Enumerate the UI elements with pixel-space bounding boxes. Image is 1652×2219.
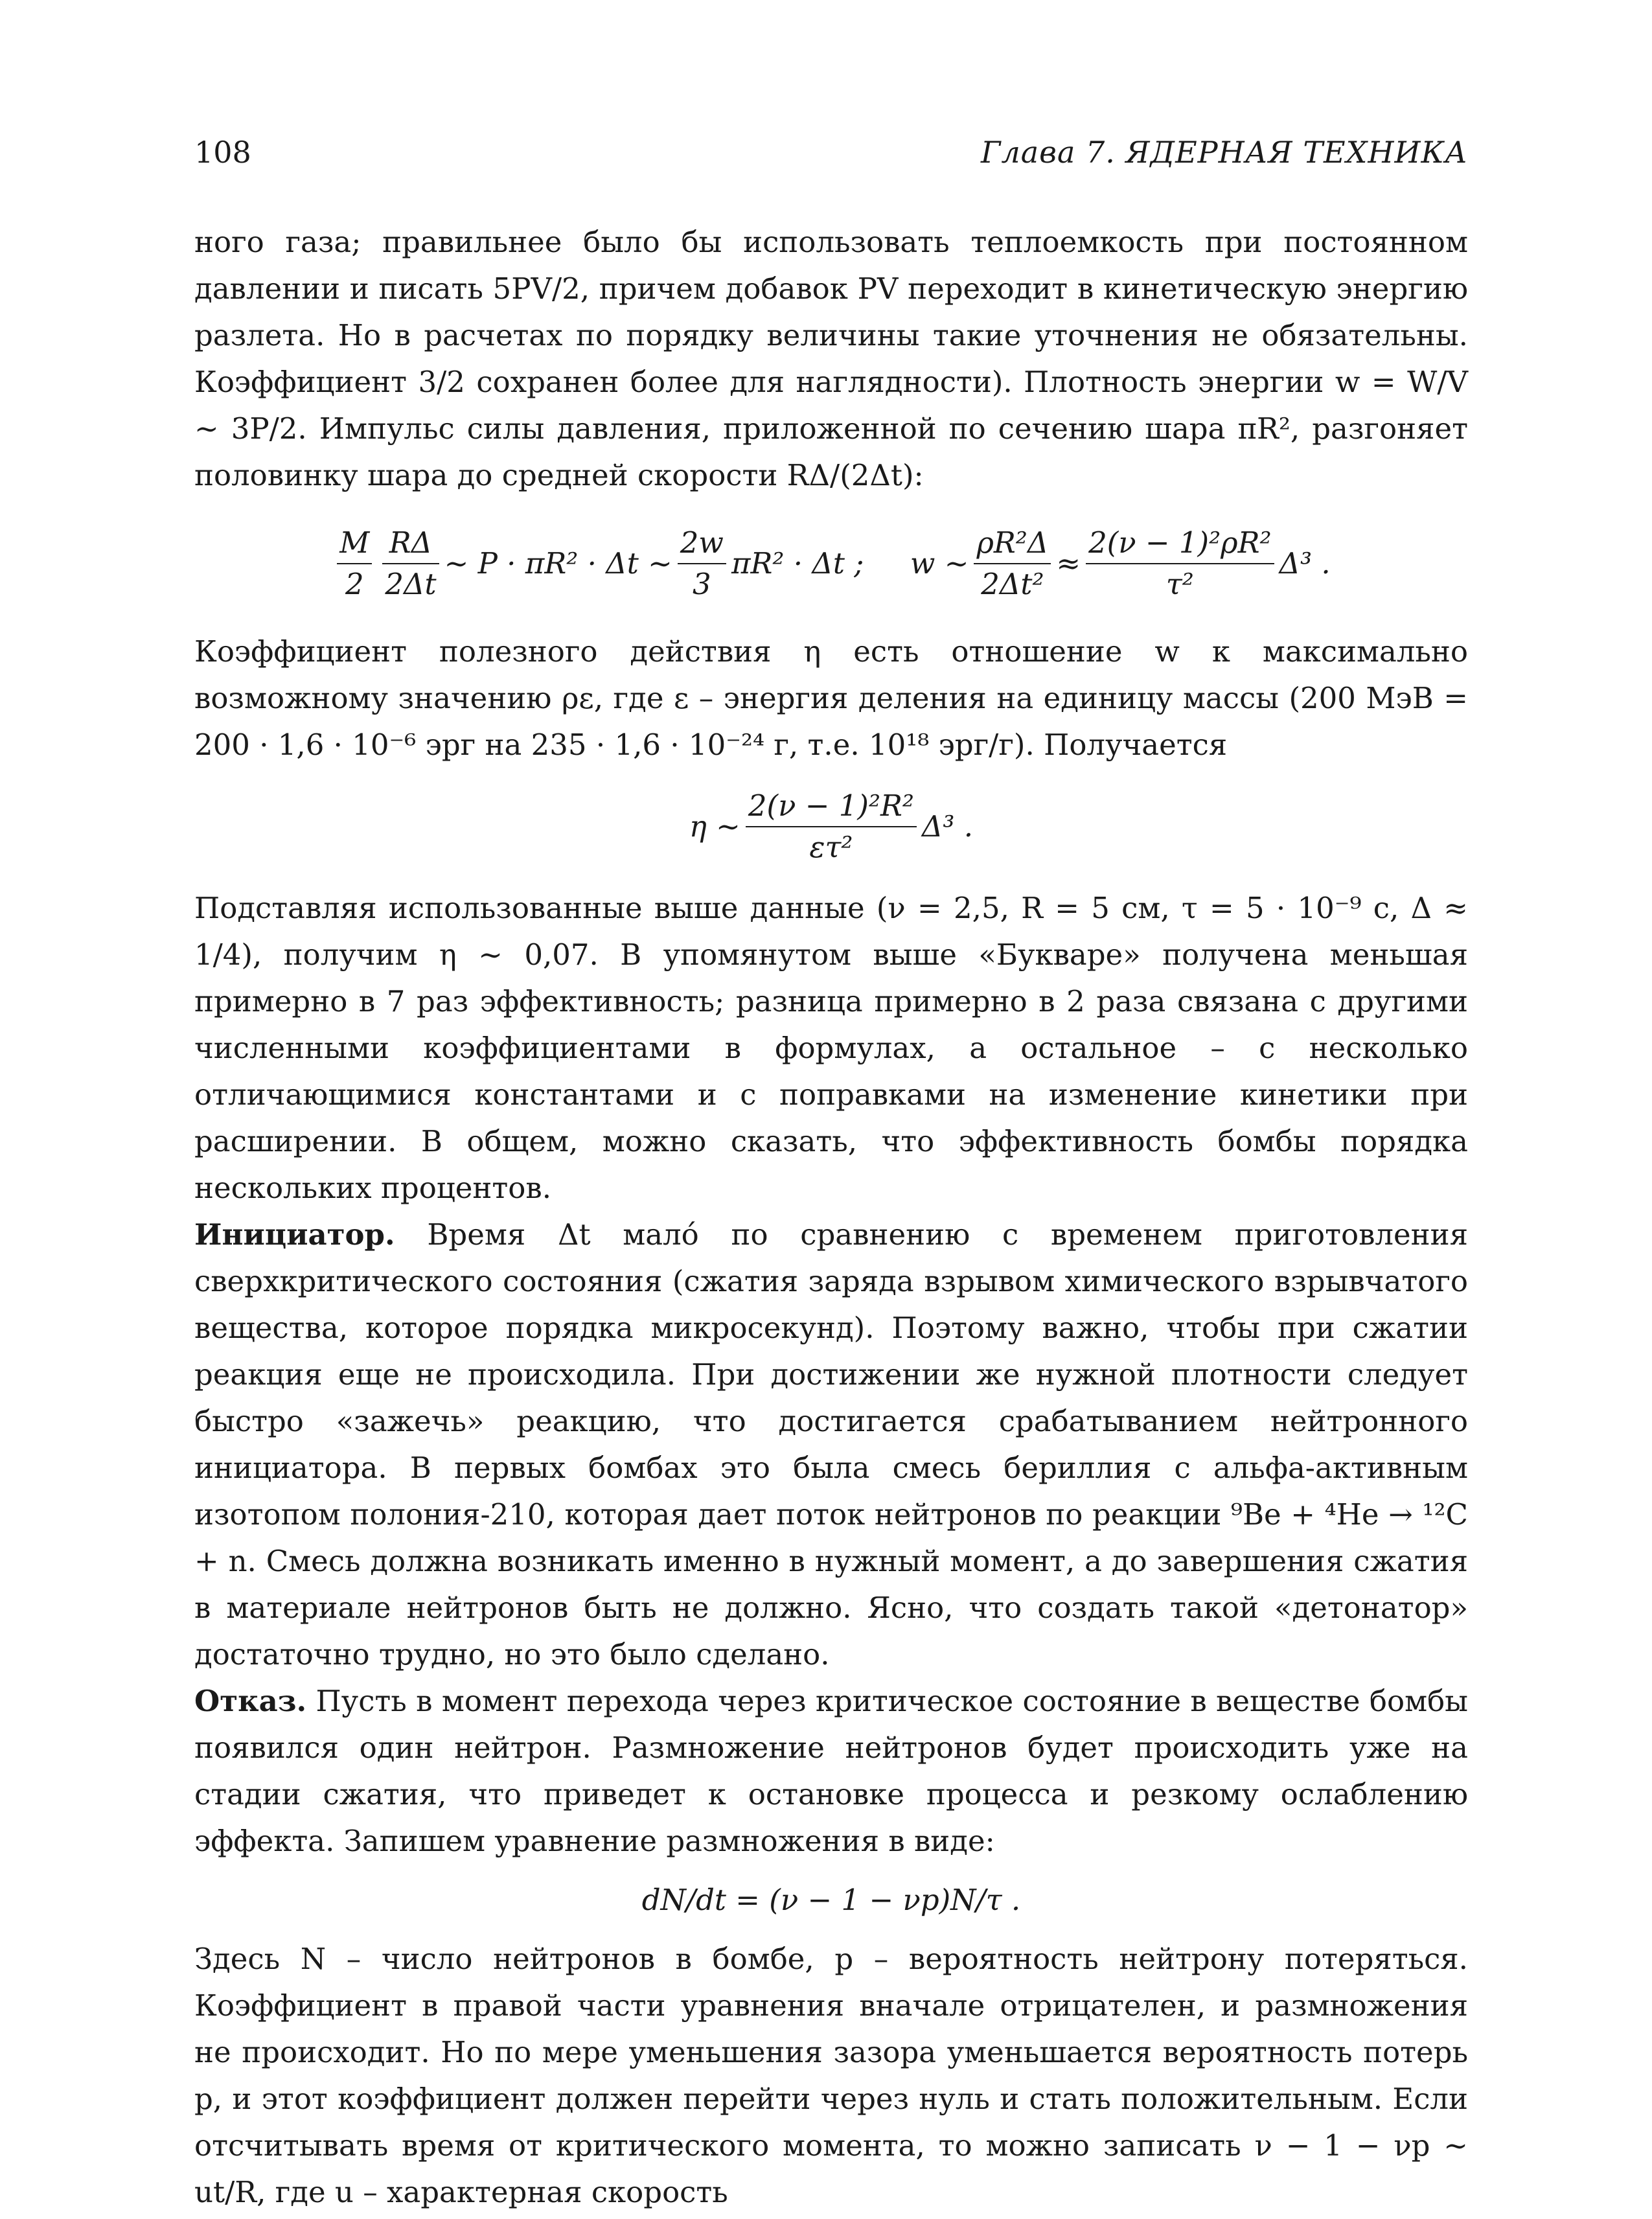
paragraph-6: Здесь N – число нейтронов в бомбе, p – вероятность нейтрону потеряться. Коэффициент в правой части уравнения вначале отрицателен, и размножения не происходит. Но по мере уменьшения зазора уменьшается вероятность потерь p, и этот коэффициент должен перейти через нуль и стать положительным. Если отсчитывать время от критического момента, то можно записать ν − 1 − νp ∼ ut/R, где u – характерная скорость [194,1942,1468,2209]
paragraph-initiator-text: Время Δt мало́ по сравнению с временем приготовления сверхкритического состояния (сжатия заряда взрывом химического взрывчатого вещества, которое порядка микросекунд). Поэтому важно, чтобы при сжатии реакция еще не происходила. При достижении же нужной плотности следует быстро «зажечь» реакцию, что достигается срабатыванием нейтронного инициатора. В первых бомбах это была смесь бериллия с альфа-активным изотопом полония-210, которая дает поток нейтронов по реакции ⁹Be + ⁴He → ¹²C + n. Смесь должна возникать именно в нужный момент, а до завершения сжатия в материале нейтронов быть не должно. Ясно, что создать такой «детонатор» достаточно трудно, но это было сделано. [194,1217,1468,1672]
equation-efficiency [194,768,1468,885]
equation-term: ∼ P · πR² · Δt ∼ [444,546,672,581]
equation-lhs: η ∼ [689,809,740,844]
fraction-m-2: $\frac{M}{2}$ [337,523,372,604]
section-heading-initiator: Инициатор. [194,1217,395,1252]
fraction-nu-tau: $\frac{\text{2(ν − 1)²ρR²}}{\text{τ²}}$ [1086,523,1274,604]
equation-multiplication: dN/dt = (ν − 1 − νp)N/τ . [641,1883,1021,1917]
equation-term: Δ³ . [1279,546,1331,581]
page-number: 108 [194,135,251,170]
fraction-2w-3: $\frac{2w}{3}$ [678,523,726,604]
paragraph-failure-text: Пусть в момент перехода через критическое состояние в веществе бомбы появился один нейтрон. Размножение нейтронов будет происходить уже на стадии сжатия, что приведет к остановке процесса и резкому ослаблению эффекта. Запишем уравнение размножения в виде: [194,1684,1468,1858]
fraction-rho-r2-delta: $\frac{\text{ρR²Δ}}{\text{2Δt²}}$ [974,523,1051,604]
fraction-rdelta-2dt: $\frac{R\Delta}{2\Delta t}$ [382,523,439,604]
section-heading-failure: Отказ. [194,1684,307,1718]
paragraph-initiator [194,1212,1468,1678]
paragraph-3: Подставляя использованные выше данные (ν = 2,5, R = 5 см, τ = 5 · 10⁻⁹ с, Δ ≈ 1/4), получим η ∼ 0,07. В упомянутом выше «Букваре» получена меньшая примерно в 7 раз эффективность; разница примерно в 2 раза связана с другими численными коэффициентами в формулах, а остальное – с несколько отличающимися константами и с поправками на изменение кинетики при расширении. В общем, можно сказать, что эффективность бомбы порядка нескольких процентов. [194,891,1468,1205]
page-body [194,219,1468,2216]
paragraph-failure [194,1678,1468,1865]
equation-term: ≈ [1056,546,1081,581]
fraction-efficiency: $\frac{\text{2(ν − 1)²R²}}{\text{ετ²}}$ [746,786,917,868]
paragraph-1: ного газа; правильнее было бы использовать теплоемкость при постоянном давлении и писать 5PV/2, причем добавок PV переходит в кинетическую энергию разлета. Но в расчетах по порядку величины такие уточнения не обязательны. Коэффициент 3/2 сохранен более для наглядности). Плотность энергии w = W/V ∼ 3P/2. Импульс силы давления, приложенной по сечению шара πR², разгоняет половинку шара до средней скорости RΔ/(2Δt): [194,225,1468,492]
equation-impulse [194,499,1468,628]
equation-term: πR² · Δt ; w ∼ [731,546,969,581]
chapter-title: Глава 7. ЯДЕРНАЯ ТЕХНИКА [981,135,1468,170]
equation-term: Δ³ . [921,809,974,844]
paragraph-2: Коэффициент полезного действия η есть отношение w к максимально возможному значению ρε, где ε – энергия деления на единицу массы (200 МэВ = 200 · 1,6 · 10⁻⁶ эрг на 235 · 1,6 · 10⁻²⁴ г, т.е. 10¹⁸ эрг/г). Получается [194,634,1468,762]
